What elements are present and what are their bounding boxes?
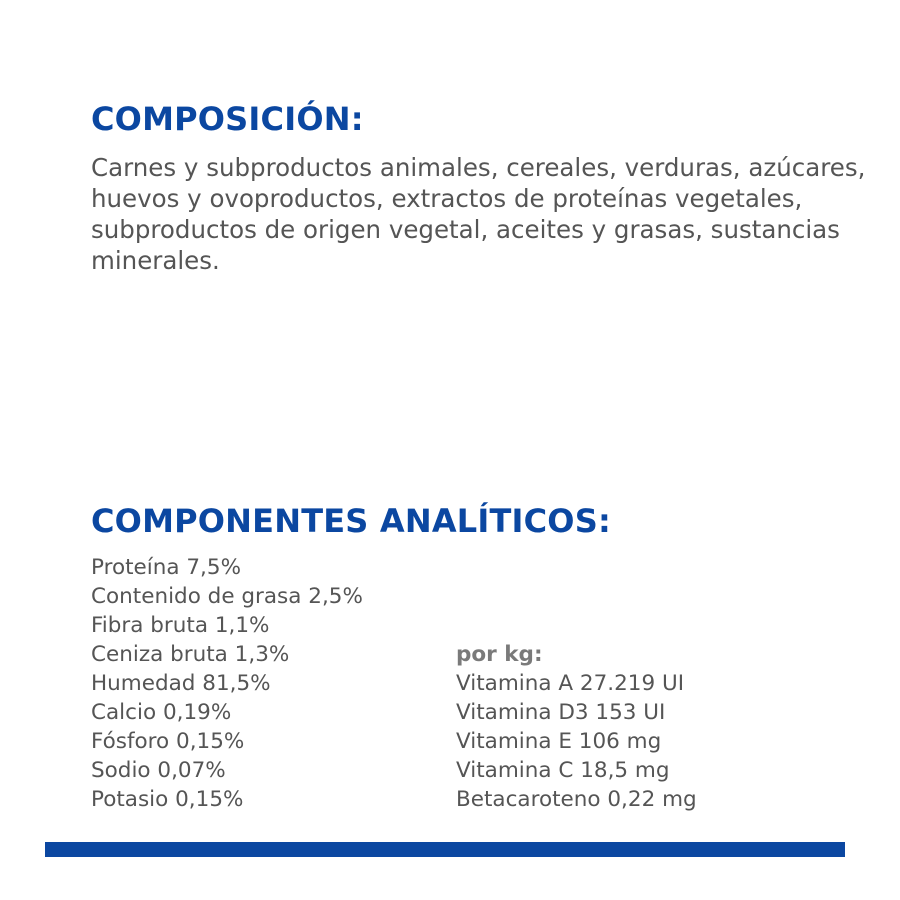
analytic-item-potassium: Potasio 0,15% [91,787,244,812]
vitamin-item-a: Vitamina A 27.219 UI [456,671,685,696]
vitamin-list [456,669,697,814]
analytic-item-moisture: Humedad 81,5% [91,671,271,696]
bottom-accent-bar [45,842,845,857]
vitamin-item-d3: Vitamina D3 153 UI [456,700,666,725]
analytic-item-fat: Contenido de grasa 2,5% [91,584,363,609]
vitamin-item-e: Vitamina E 106 mg [456,729,662,754]
per-kg-title: por kg: [456,642,543,667]
analytic-item-fiber: Fibra bruta 1,1% [91,613,270,638]
analytic-item-calcium: Calcio 0,19% [91,700,232,725]
vitamin-item-betacarotene: Betacaroteno 0,22 mg [456,787,697,812]
analytic-item-ash: Ceniza bruta 1,3% [91,642,290,667]
composition-heading: COMPOSICIÓN: [91,100,364,138]
analytic-item-sodium: Sodio 0,07% [91,758,226,783]
analytics-heading: COMPONENTES ANALÍTICOS: [91,502,611,540]
analytic-item-phosphorus: Fósforo 0,15% [91,729,245,754]
analytic-item-protein: Proteína 7,5% [91,555,241,580]
composition-text: Carnes y subproductos animales, cereales, verduras, azúcares, huevos y ovoproductos, extractos de proteínas vegetales, subproductos de origen vegetal, aceites y grasas, sustancias minerales. [91,153,866,275]
analytic-components-list [91,553,363,814]
vitamin-item-c: Vitamina C 18,5 mg [456,758,670,783]
